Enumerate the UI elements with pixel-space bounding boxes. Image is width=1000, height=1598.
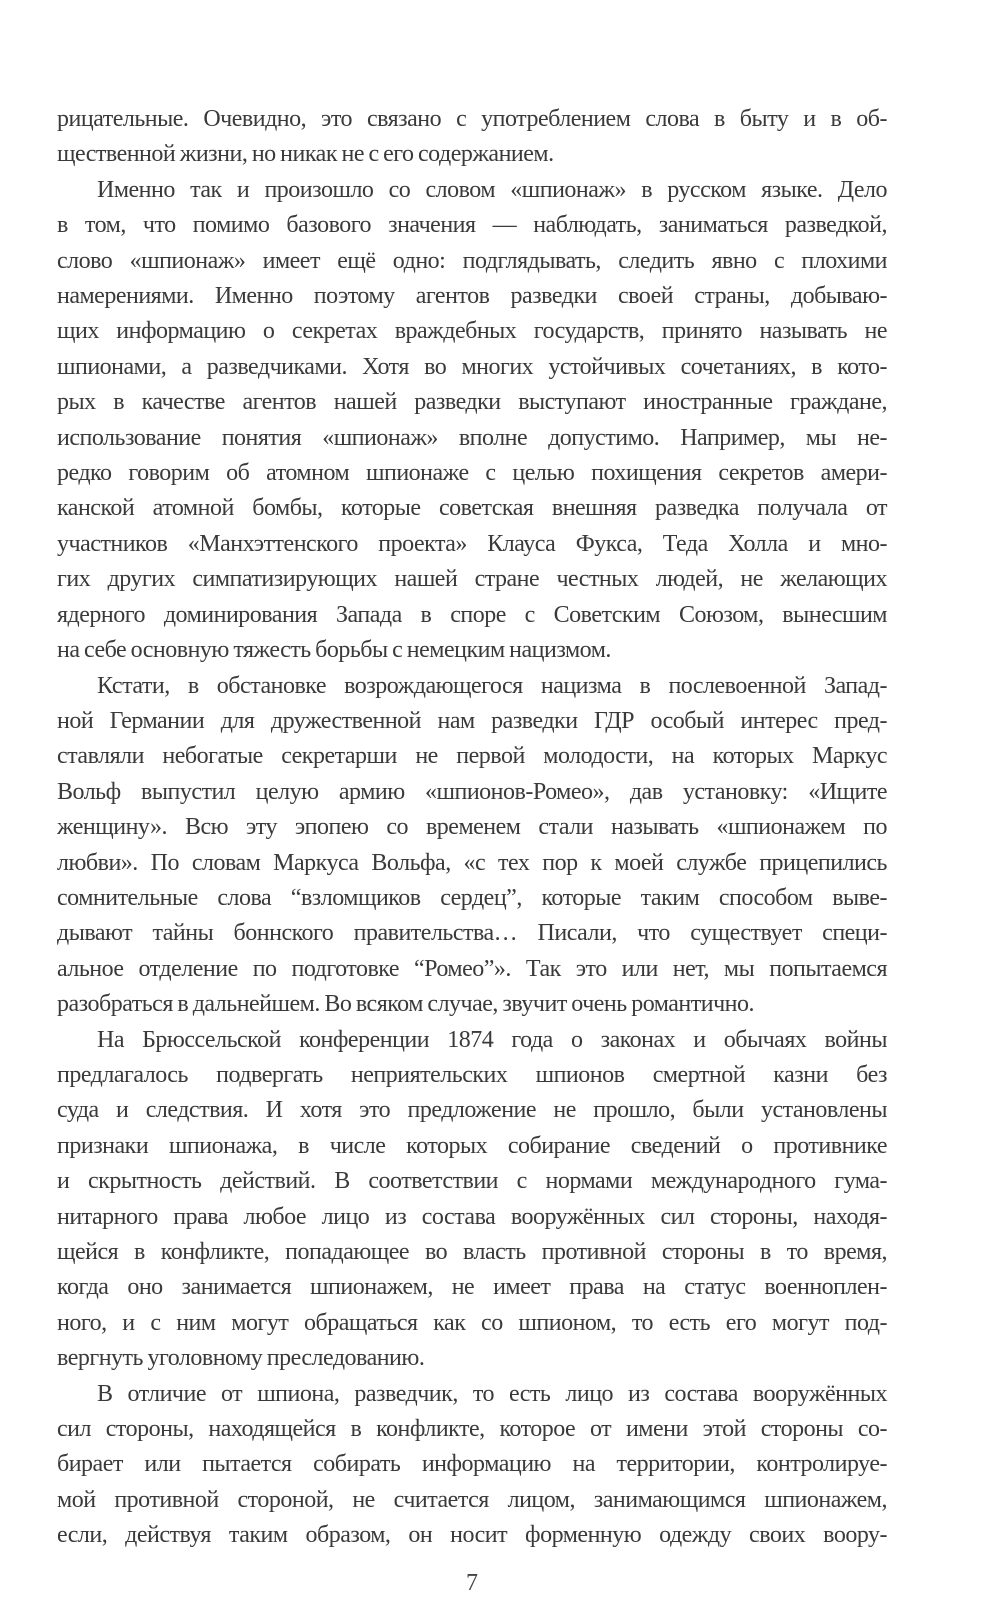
paragraph	[57, 1377, 887, 1554]
text-line: ной Германии для дружественной нам разведки ГДР особый интерес пред-	[57, 707, 887, 734]
text-line: нитарного права любое лицо из состава вооружённых сил стороны, находя-	[57, 1203, 887, 1230]
text-line: шпионами, а разведчиками. Хотя во многих устойчивых сочетаниях, в кото-	[57, 353, 887, 380]
text-line: если, действуя таким образом, он носит форменную одежду своих воору-	[57, 1522, 887, 1549]
text-line: бирает или пытается собирать информацию на территории, контролируе-	[57, 1451, 887, 1478]
text-line: мой противной стороной, не считается лицом, занимающимся шпионажем,	[57, 1486, 887, 1513]
text-line: слово «шпионаж» имеет ещё одно: подглядывать, следить явно с плохими	[57, 247, 887, 274]
paragraph	[57, 669, 887, 1023]
text-line: любви». По словам Маркуса Вольфа, «с тех пор к моей службе прицепились	[57, 849, 887, 876]
paragraph	[57, 102, 887, 173]
text-line: рицательные. Очевидно, это связано с употреблением слова в быту и в об-	[57, 106, 887, 132]
text-line: ядерного доминирования Запада в споре с Советским Союзом, вынесшим	[57, 601, 887, 628]
text-line: разобраться в дальнейшем. Во всяком случае, звучит очень романтично.	[57, 991, 755, 1018]
text-line: гих других симпатизирующих нашей стране честных людей, не желающих	[57, 566, 887, 593]
text-line: Именно так и произошло со словом «шпионаж» в русском языке. Дело	[97, 176, 887, 203]
page-number: 7	[466, 1569, 478, 1596]
text-line: когда оно занимается шпионажем, не имеет права на статус военноплен-	[57, 1274, 887, 1301]
text-line: женщину». Всю эту эпопею со временем стали называть «шпионажем по	[57, 814, 887, 841]
text-line: суда и следствия. И хотя это предложение не прошло, были установлены	[57, 1097, 887, 1124]
text-line: Вольф выпустил целую армию «шпионов-Ромео», дав установку: «Ищите	[57, 778, 887, 805]
text-line: признаки шпионажа, в числе которых собирание сведений о противнике	[57, 1132, 887, 1159]
text-line: дывают тайны боннского правительства… Писали, что существует специ-	[57, 920, 887, 947]
text-line: сил стороны, находящейся в конфликте, которое от имени этой стороны со-	[57, 1416, 887, 1443]
text-line: щейся в конфликте, попадающее во власть противной стороны в то время,	[57, 1239, 887, 1265]
text-line: щественной жизни, но никак не с его содержанием.	[57, 141, 554, 168]
text-line: ного, и с ним могут обращаться как со шпионом, то есть его могут под-	[57, 1309, 887, 1336]
paragraph	[57, 1023, 887, 1377]
paragraph	[57, 173, 887, 669]
text-line: намерениями. Именно поэтому агентов разведки своей страны, добываю-	[57, 283, 887, 310]
text-line: в том, что помимо базового значения — наблюдать, заниматься разведкой,	[57, 212, 887, 239]
text-line: рых в качестве агентов нашей разведки выступают иностранные граждане,	[57, 389, 887, 416]
page-body-text	[57, 102, 887, 1554]
text-line: Кстати, в обстановке возрождающегося нацизма в послевоенной Запад-	[97, 672, 887, 699]
text-line: В отличие от шпиона, разведчик, то есть лицо из состава вооружённых	[97, 1380, 887, 1407]
text-line: на себе основную тяжесть борьбы с немецким нацизмом.	[57, 637, 611, 664]
text-line: и скрытность действий. В соответствии с нормами международного гума-	[57, 1168, 887, 1195]
text-line: альное отделение по подготовке “Ромео”». Так это или нет, мы попытаемся	[57, 955, 887, 982]
text-line: предлагалось подвергать неприятельских шпионов смертной казни без	[57, 1061, 887, 1088]
text-line: участников «Манхэттенского проекта» Клауса Фукса, Теда Холла и мно-	[57, 530, 887, 557]
text-line: вергнуть уголовному преследованию.	[57, 1345, 425, 1372]
text-line: канской атомной бомбы, которые советская внешняя разведка получала от	[57, 495, 887, 522]
text-line: сомнительные слова “взломщиков сердец”, которые таким способом выве-	[57, 884, 887, 911]
text-line: щих информацию о секретах враждебных государств, принято называть не	[57, 318, 887, 345]
text-line: ставляли небогатые секретарши не первой молодости, на которых Маркус	[57, 743, 887, 770]
text-line: использование понятия «шпионаж» вполне допустимо. Например, мы не-	[57, 424, 887, 451]
text-line: редко говорим об атомном шпионаже с целью похищения секретов амери-	[57, 460, 887, 487]
text-line: На Брюссельской конференции 1874 года о законах и обычаях войны	[97, 1026, 887, 1053]
